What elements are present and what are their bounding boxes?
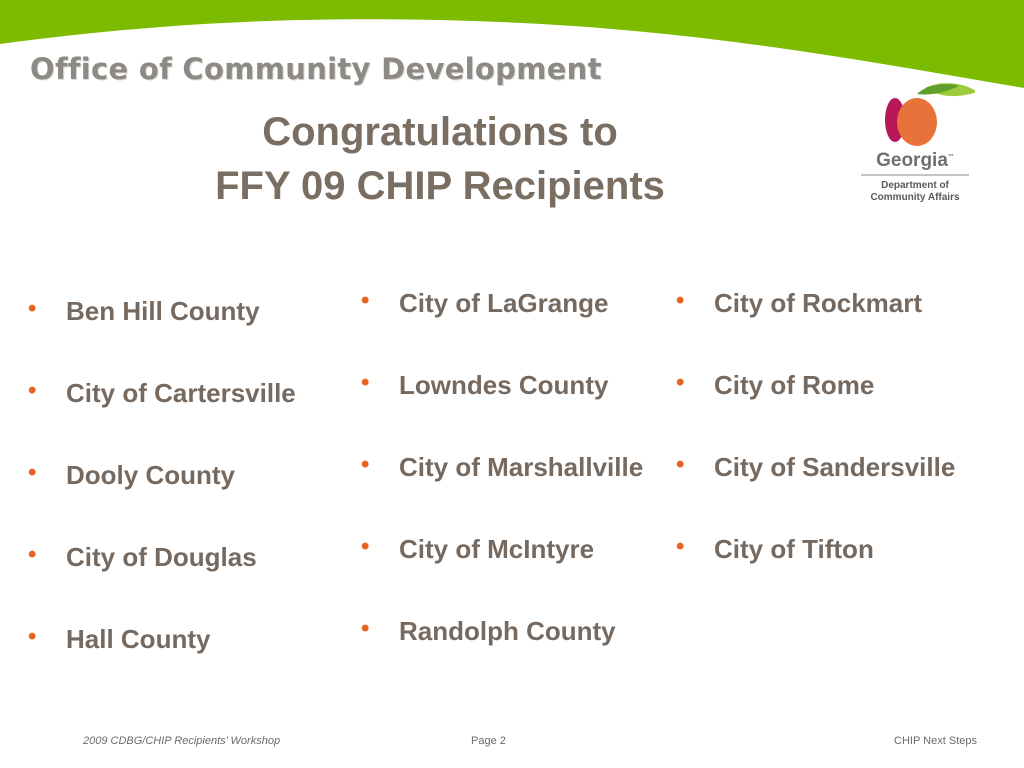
recipients-column-1 xyxy=(28,296,296,706)
recipient-name: Dooly County xyxy=(66,460,235,490)
bullet-icon: • xyxy=(361,533,370,560)
recipients-column-2 xyxy=(361,288,643,698)
recipient-name: Ben Hill County xyxy=(66,296,260,326)
recipient-item xyxy=(676,534,955,616)
recipient-item xyxy=(361,534,643,616)
recipient-item xyxy=(28,378,296,460)
bullet-icon: • xyxy=(676,533,685,560)
slide-title-line-1: Congratulations to xyxy=(262,110,618,154)
footer-workshop-name: 2009 CDBG/CHIP Recipients’ Workshop xyxy=(83,735,281,747)
bullet-icon: • xyxy=(676,369,685,396)
footer-section-name: CHIP Next Steps xyxy=(894,735,977,747)
bullet-icon: • xyxy=(28,459,37,486)
recipient-name: City of Rockmart xyxy=(714,288,923,318)
recipients-column-3 xyxy=(676,288,955,616)
recipient-name: Hall County xyxy=(66,624,211,654)
logo-state-name: Georgia xyxy=(876,150,948,171)
recipient-name: City of Cartersville xyxy=(66,378,296,408)
recipient-name: City of LaGrange xyxy=(399,288,609,318)
recipient-name: City of Marshallville xyxy=(399,452,644,482)
recipient-item xyxy=(28,460,296,542)
bullet-icon: • xyxy=(361,369,370,396)
slide-title-line-2: FFY 09 CHIP Recipients xyxy=(215,164,665,208)
svg-text:Georgia™ xyxy=(876,150,954,171)
bullet-icon: • xyxy=(28,377,37,404)
recipient-item xyxy=(361,370,643,452)
georgia-dca-logo xyxy=(855,78,975,208)
recipient-item xyxy=(676,288,955,370)
recipient-item xyxy=(676,452,955,534)
recipient-name: Randolph County xyxy=(399,616,616,646)
office-title: Office of Community Development xyxy=(30,52,602,86)
recipient-name: City of McIntyre xyxy=(399,534,595,564)
logo-dept-line-2: Community Affairs xyxy=(870,192,960,203)
bullet-icon: • xyxy=(28,295,37,322)
recipient-item xyxy=(361,288,643,370)
bullet-icon: • xyxy=(676,451,685,478)
recipient-item xyxy=(676,370,955,452)
recipient-name: City of Sandersville xyxy=(714,452,956,482)
recipient-item xyxy=(361,452,643,534)
recipient-name: City of Rome xyxy=(714,370,875,400)
recipient-item xyxy=(28,542,296,624)
logo-trademark: ™ xyxy=(947,154,954,160)
bullet-icon: • xyxy=(28,623,37,650)
recipient-name: Lowndes County xyxy=(399,370,609,400)
bullet-icon: • xyxy=(361,287,370,314)
recipient-name: City of Tifton xyxy=(714,534,874,564)
footer-page-number: Page 2 xyxy=(471,735,506,747)
recipient-item xyxy=(28,624,296,706)
recipient-item xyxy=(28,296,296,378)
peach-icon xyxy=(885,83,975,146)
bullet-icon: • xyxy=(361,615,370,642)
bullet-icon: • xyxy=(361,451,370,478)
bullet-icon: • xyxy=(28,541,37,568)
logo-dept-line-1: Department of xyxy=(881,180,949,191)
recipient-item xyxy=(361,616,643,698)
recipient-name: City of Douglas xyxy=(66,542,257,572)
bullet-icon: • xyxy=(676,287,685,314)
